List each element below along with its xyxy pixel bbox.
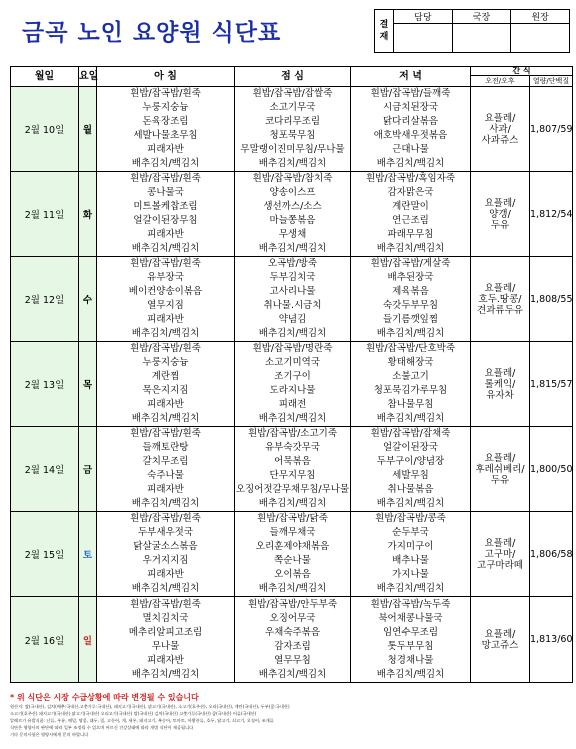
lunch-item: 흰밥/잡곡밥/명란죽 — [252, 343, 333, 354]
dinner-item: 닭다리살볶음 — [382, 116, 439, 127]
lunch-item: 배추김치/백김치 — [258, 668, 327, 680]
dinner-item: 청경채나물 — [387, 654, 434, 666]
page-title: 금곡 노인 요양원 식단표 — [22, 20, 282, 46]
calorie-cell: 1,815/57 — [530, 342, 573, 427]
snack-text: 요플레/ 고구마/ 고구마라떼 — [477, 537, 523, 571]
dinner-item: 북어채콩나물국 — [378, 612, 443, 624]
breakfast-cell — [97, 342, 235, 427]
dinner-item: 파래무무침 — [387, 229, 434, 240]
table-row — [11, 512, 573, 597]
dinner-item: 흰밥/잡곡밥/녹두죽 — [370, 598, 451, 610]
dinner-item: 숙갓두부무침 — [382, 300, 439, 311]
breakfast-item: 돈육장조림 — [142, 116, 189, 127]
lunch-item: 유부숙갓무국 — [264, 442, 321, 453]
lunch-cell — [235, 597, 351, 683]
approval-col-staff: 담당 — [394, 10, 453, 24]
day-cell: 화 — [79, 172, 97, 257]
lunch-item: 배추김치/백김치 — [258, 328, 327, 339]
breakfast-item: 배추김치/백김치 — [131, 328, 200, 339]
dinner-item: 근대나물 — [392, 144, 429, 155]
day-cell: 월 — [79, 87, 97, 172]
breakfast-item: 피래자반 — [147, 144, 184, 155]
breakfast-cell — [97, 512, 235, 597]
breakfast-item: 흰밥/잡곡밥/흰죽 — [130, 343, 201, 354]
dinner-item: 가지나물 — [392, 569, 429, 580]
day-cell: 일 — [79, 597, 97, 683]
breakfast-item: 배추김치/백김치 — [131, 583, 200, 594]
snack-text: 요플레/ 호두.땅콩/ 견과류두유 — [477, 282, 523, 316]
approval-sign-director[interactable] — [452, 24, 511, 53]
lunch-item: 오리훈제야채볶음 — [255, 541, 330, 552]
breakfast-item: 열무지짐 — [147, 300, 184, 311]
dinner-item: 제육볶음 — [392, 286, 429, 297]
lunch-item: 코다리무조림 — [264, 116, 321, 127]
lunch-item: 취나물.시금치 — [263, 300, 322, 311]
dinner-item: 취나물볶음 — [387, 484, 434, 495]
date-cell: 2월 13일 — [11, 342, 79, 427]
lunch-item: 소고기무국 — [269, 102, 316, 113]
table-row — [11, 172, 573, 257]
dinner-item: 청포묵김가루무침 — [373, 385, 448, 396]
lunch-cell — [235, 172, 351, 257]
approval-col-head: 원장 — [511, 10, 570, 24]
breakfast-item: 숙주나물 — [147, 470, 184, 481]
breakfast-item: 유부장국 — [147, 272, 184, 283]
breakfast-item: 피래자반 — [147, 484, 184, 495]
lunch-item: 들깨무채국 — [269, 527, 316, 538]
dinner-item: 얼갈이된장국 — [382, 442, 439, 453]
dinner-item: 흰밥/잡곡밥/단호박죽 — [366, 343, 455, 354]
breakfast-item: 콩나물국 — [147, 187, 184, 198]
dinner-item: 소불고기 — [392, 371, 429, 382]
notice-line: 알레르기 유발식품: 난류, 우유, 메밀, 땅콩, 대두, 밀, 고등어, 게, 새우, 돼지고기, 복숭아, 토마토, 아황산류, 호두, 닭고기, 쇠고기, 오징어, 조개류 — [10, 718, 274, 723]
dinner-item: 배추된장국 — [387, 272, 434, 283]
header-date: 월일 — [11, 67, 79, 87]
date-cell: 2월 12일 — [11, 257, 79, 342]
breakfast-item: 피래자반 — [147, 569, 184, 580]
breakfast-item: 피래자반 — [147, 229, 184, 240]
lunch-cell — [235, 87, 351, 172]
approval-col-director: 국장 — [452, 10, 511, 24]
dinner-item: 들기름깻잎찜 — [382, 314, 439, 325]
breakfast-item: 배추김치/백김치 — [131, 158, 200, 169]
header-day: 요일 — [79, 67, 97, 87]
lunch-item: 두부김치국 — [269, 272, 316, 283]
snack-text: 요플레/ 사과/ 사과쥬스 — [481, 112, 519, 146]
table-row — [11, 342, 573, 427]
dinner-item: 임연수무조림 — [382, 626, 439, 638]
breakfast-item: 묵은지지짐 — [142, 385, 189, 396]
breakfast-item: 베이컨양송이볶음 — [128, 286, 203, 297]
dinner-item: 애호박새우젓볶음 — [373, 130, 448, 141]
header-lunch: 점 심 — [235, 67, 351, 87]
breakfast-item: 메추리알피고조림 — [128, 626, 203, 638]
date-cell: 2월 10일 — [11, 87, 79, 172]
lunch-item: 흰밥/잡곡밥/참치죽 — [252, 173, 333, 184]
snack-cell — [471, 172, 530, 257]
lunch-item: 단무지무침 — [269, 470, 316, 481]
header-dinner: 저 녁 — [351, 67, 471, 87]
notice-main: * 위 식단은 시장 수급상황에 따라 변경될 수 있습니다 — [10, 693, 199, 702]
breakfast-item: 흰밥/잡곡밥/흰죽 — [130, 258, 201, 269]
dinner-item: 배추김치/백김치 — [376, 243, 445, 254]
dinner-item: 배추김치/백김치 — [376, 583, 445, 594]
lunch-item: 흰밥/잡곡밥/안두부죽 — [248, 598, 337, 610]
snack-cell — [471, 427, 530, 512]
notice-line: 기타 문의사항은 영양사에게 문의 바랍니다 — [10, 732, 89, 737]
breakfast-item: 두부새우젓국 — [137, 527, 194, 538]
breakfast-cell — [97, 172, 235, 257]
breakfast-item: 계란찜 — [151, 371, 180, 382]
date-cell: 2월 14일 — [11, 427, 79, 512]
lunch-item: 오곡밥/방죽 — [267, 258, 318, 269]
notice-line: 원산지: 쌀(국내산), 김치(배추:국내산,고춧가루:국내산), 돼지고기(국내산), 닭고기(국내산), 소고기(호주산), 오리(국내산), 계란(국내산), 두부(콩:국내산) — [10, 704, 290, 709]
dinner-item: 톳두부무침 — [387, 640, 434, 652]
calorie-cell: 1,813/60 — [530, 597, 573, 683]
date-cell: 2월 15일 — [11, 512, 79, 597]
lunch-item: 흰밥/잡곡밥/잡쌀죽 — [252, 88, 333, 99]
breakfast-item: 닭살굴소스볶음 — [133, 541, 198, 552]
breakfast-item: 배추김치/백김치 — [131, 413, 200, 424]
calorie-cell: 1,807/59 — [530, 87, 573, 172]
breakfast-item: 흰밥/잡곡밥/흰죽 — [130, 428, 201, 439]
lunch-item: 고사리나물 — [269, 286, 316, 297]
breakfast-item: 누룽지숭늉 — [142, 357, 189, 368]
menu-table — [10, 66, 573, 683]
lunch-item: 흰밥/잡곡밥/소고기죽 — [248, 428, 337, 439]
dinner-item: 계란말이 — [392, 201, 429, 212]
date-cell: 2월 16일 — [11, 597, 79, 683]
lunch-item: 오징어무국 — [269, 612, 316, 624]
lunch-item: 양송이스프 — [269, 187, 316, 198]
snack-text: 요플레/ 양갱/ 두유 — [484, 197, 516, 231]
header-snack-time: 오전/오후 — [471, 76, 530, 87]
lunch-item: 청포묵무침 — [269, 130, 316, 141]
calorie-cell: 1,812/54 — [530, 172, 573, 257]
lunch-item: 배추김치/백김치 — [258, 158, 327, 169]
breakfast-item: 배추김치/백김치 — [131, 668, 200, 680]
date-cell: 2월 11일 — [11, 172, 79, 257]
snack-cell — [471, 342, 530, 427]
dinner-cell — [351, 172, 471, 257]
dinner-item: 연근조림 — [392, 215, 429, 226]
dinner-item: 두부구이/양념장 — [376, 456, 445, 467]
dinner-item: 세발무침 — [392, 470, 429, 481]
dinner-cell — [351, 597, 471, 683]
lunch-item: 배추김치/백김치 — [258, 243, 327, 254]
calorie-cell: 1,800/50 — [530, 427, 573, 512]
dinner-item: 흰밥/잡곡밥/콩죽 — [375, 513, 446, 524]
breakfast-cell — [97, 87, 235, 172]
breakfast-item: 멸치김치국 — [142, 612, 189, 624]
dinner-cell — [351, 427, 471, 512]
lunch-item: 조기구이 — [274, 371, 311, 382]
breakfast-cell — [97, 257, 235, 342]
breakfast-item: 배추김치/백김치 — [131, 498, 200, 509]
breakfast-item: 갈치무조림 — [142, 456, 189, 467]
dinner-item: 배추김치/백김치 — [376, 158, 445, 169]
table-row — [11, 597, 573, 683]
snack-cell — [471, 87, 530, 172]
lunch-item: 약념김 — [278, 314, 307, 325]
lunch-item: 무생채 — [278, 229, 307, 240]
lunch-item: 흰밥/잡곡밥/닭죽 — [257, 513, 328, 524]
breakfast-item: 세발나물초무침 — [133, 130, 198, 141]
approval-sign-staff[interactable] — [394, 24, 453, 53]
dinner-item: 시금치된장국 — [382, 102, 439, 113]
snack-cell — [471, 257, 530, 342]
dinner-item: 흰밥/잡곡밥/흑임자죽 — [366, 173, 455, 184]
approval-box — [374, 9, 570, 53]
lunch-item: 무말랭이진미무침/무나물 — [240, 144, 345, 155]
day-cell: 수 — [79, 257, 97, 342]
approval-sign-head[interactable] — [511, 24, 570, 53]
lunch-cell — [235, 427, 351, 512]
snack-cell — [471, 512, 530, 597]
breakfast-item: 무나물 — [151, 640, 180, 652]
breakfast-item: 피래자반 — [147, 654, 184, 666]
breakfast-item: 흰밥/잡곡밥/흰죽 — [130, 513, 201, 524]
dinner-item: 흰밥/잡곡밥/잡채죽 — [370, 428, 451, 439]
dinner-cell — [351, 342, 471, 427]
day-cell: 금 — [79, 427, 97, 512]
snack-text: 요플레/ 망고쥬스 — [481, 628, 519, 651]
lunch-item: 마늘쫑볶음 — [269, 215, 316, 226]
breakfast-item: 누룽지숭늉 — [142, 102, 189, 113]
dinner-item: 배추나물 — [392, 555, 429, 566]
lunch-item: 감자조림 — [274, 640, 311, 652]
day-cell: 목 — [79, 342, 97, 427]
breakfast-cell — [97, 597, 235, 683]
approval-label: 결 재 — [375, 10, 394, 53]
lunch-cell — [235, 512, 351, 597]
breakfast-item: 얼갈이된장무침 — [133, 215, 198, 226]
dinner-cell — [351, 87, 471, 172]
breakfast-item: 피래자반 — [147, 314, 184, 325]
dinner-item: 배추김치/백김치 — [376, 328, 445, 339]
dinner-cell — [351, 257, 471, 342]
snack-cell — [471, 597, 530, 683]
calorie-cell: 1,806/58 — [530, 512, 573, 597]
table-row — [11, 257, 573, 342]
dinner-item: 배추김치/백김치 — [376, 668, 445, 680]
notice-area — [10, 693, 572, 738]
dinner-item: 감자맑은국 — [387, 187, 434, 198]
dinner-item: 황태해장국 — [387, 357, 434, 368]
calorie-cell: 1,808/55 — [530, 257, 573, 342]
breakfast-item: 배추김치/백김치 — [131, 243, 200, 254]
dinner-cell — [351, 512, 471, 597]
dinner-item: 가지미구이 — [387, 541, 434, 552]
breakfast-item: 흰밥/잡곡밥/흰죽 — [130, 598, 201, 610]
lunch-item: 배추김치/백김치 — [258, 498, 327, 509]
lunch-item: 도라지나물 — [269, 385, 316, 396]
breakfast-item: 미트볼케찹조림 — [133, 201, 198, 212]
breakfast-item: 우거지지짐 — [142, 555, 189, 566]
snack-text: 요플레/ 후레쉬베리/ 두유 — [475, 452, 525, 486]
header-breakfast: 아 침 — [97, 67, 235, 87]
breakfast-item: 들깨토란탕 — [142, 442, 189, 453]
header-calorie: 열량/단백질 — [530, 76, 573, 87]
lunch-cell — [235, 342, 351, 427]
lunch-item: 배추김치/백김치 — [258, 583, 327, 594]
lunch-item: 열무무침 — [274, 654, 311, 666]
dinner-item: 순두부국 — [392, 527, 429, 538]
notice-line: 식단은 영양사의 판단에 따라 일부 조정될 수 있으며 어르신 건강상태에 따라 개별 식단이 제공됩니다 — [10, 725, 194, 730]
breakfast-item: 흰밥/잡곡밥/흰죽 — [130, 173, 201, 184]
dinner-item: 흰밥/잡곡밥/들깨죽 — [370, 88, 451, 99]
lunch-item: 배추김치/백김치 — [258, 413, 327, 424]
snack-text: 요플레/ 롤케익/ 유자차 — [484, 367, 516, 401]
lunch-item: 오이볶음 — [274, 569, 311, 580]
breakfast-item: 피래자반 — [147, 399, 184, 410]
table-row — [11, 427, 573, 512]
day-cell: 토 — [79, 512, 97, 597]
dinner-item: 배추김치/백김치 — [376, 413, 445, 424]
breakfast-cell — [97, 427, 235, 512]
lunch-item: 피래전 — [278, 399, 307, 410]
lunch-cell — [235, 257, 351, 342]
notice-line: 소고기(호주산) 돼지고기(국내산) 닭고기(국내산) 오리고기(국내산) 쌀(국내산) 김치(국내산) 고춧가루(국내산) 콩(국내산) 어류(국내산) — [10, 711, 257, 716]
dinner-item: 흰밥/잡곡밥/게살죽 — [370, 258, 451, 269]
lunch-item: 오징어젓갈무채무침/무나물 — [235, 484, 350, 495]
lunch-item: 어묵볶음 — [274, 456, 311, 467]
breakfast-item: 흰밥/잡곡밥/흰죽 — [130, 88, 201, 99]
lunch-item: 소고기미역국 — [264, 357, 321, 368]
dinner-item: 참나물무침 — [387, 399, 434, 410]
dinner-item: 배추김치/백김치 — [376, 498, 445, 509]
table-row — [11, 87, 573, 172]
lunch-item: 생선까스/소스 — [263, 201, 322, 212]
lunch-item: 우채숙주볶음 — [264, 626, 321, 638]
lunch-item: 쪽순나물 — [274, 555, 311, 566]
header-snack: 간 식 — [471, 67, 573, 76]
